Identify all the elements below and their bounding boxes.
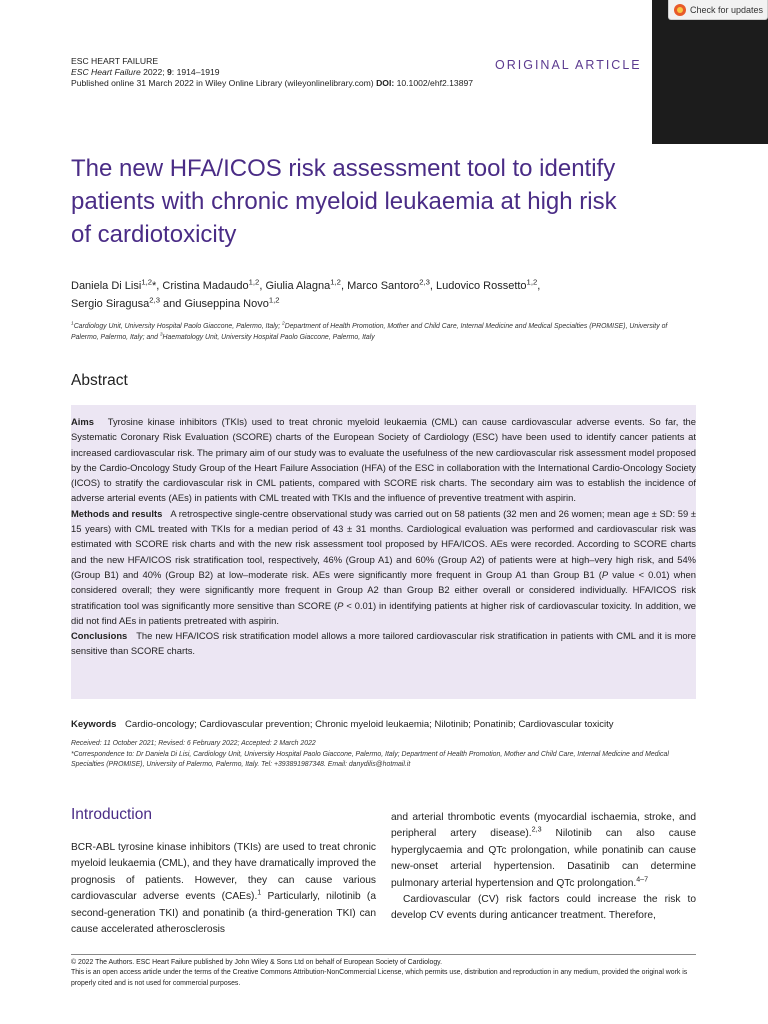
- corner-dark-tab: [652, 0, 768, 144]
- footer: [71, 958, 696, 989]
- abstract-methods: Methods and results A retrospective single-centre observational study was carried out on 58 patients (32 men and 26 women; mean age ± SD: 59 ± 15 years) with CML treated with TKIs for a median period of 43 ± 31 months. Cardiological evaluation was performed and cardiovascular risk was estimated with SCORE risk charts and with the new risk assessment tool proposed by HFA/ICOS. AEs were recorded. According to SCORE charts and the new HFA/ICOS risk stratification tool, respectively, 46% (Group A1) and 60% (Group A2) of patients were at high–very high risk, and 54% (Group B1) and 40% (Group B2) at low–moderate risk. AEs were significantly more frequent in Group A1 than Group B1 (P value < 0.01) when considered overall; they were significantly more frequent in Group A2 than Group B2 either overall or considered individually. HFA/ICOS risk stratification tool was significantly more sensitive than SCORE (P < 0.01) in identifying patients at higher risk of cardiovascular toxicity. In addition, we did not find AEs in patients pretreated with aspirin.: [71, 507, 696, 626]
- citation-line: ESC Heart Failure 2022; 9: 1914–1919: [71, 67, 220, 77]
- article-dates: [71, 739, 696, 771]
- journal-name: ESC HEART FAILURE: [71, 56, 159, 66]
- abstract-conclusions: Conclusions The new HFA/ICOS risk stratification model allows a more tailored cardiovascular risk stratification in patients with CML and it is more sensitive than SCORE charts.: [71, 630, 696, 657]
- author-name[interactable]: Giulia Alagna: [265, 280, 331, 292]
- author-name[interactable]: Cristina Madaudo: [162, 280, 249, 292]
- abstract-aims: Aims Tyrosine kinase inhibitors (TKIs) used to treat chronic myeloid leukaemia (CML) can cause cardiovascular adverse events. So far, the Systematic Coronary Risk Evaluation (SCORE) charts of the European Society of Cardiology (ESC) have been used to identify cancer patients at increased cardiovascular risk. The primary aim of our study was to evaluate the usefulness of the new cardiovascular risk assessment model proposed by the Cardio-Oncology Study Group of the Heart Failure Association (HFA) of the ESC in collaboration with the International Cardio-Oncology Society (ICOS) to stratify the cardiovascular risk in CML patients, compared with SCORE risk charts. The secondary aim was to establish the incidence of adverse arterial events (AEs) in patients with CML treated with TKIs and the influence of preventive treatment with aspirin.: [71, 416, 696, 504]
- affiliations: $^1$Cardiology Unit, University Hospital Paolo Giaccone, Palermo, Italy; $^2$Department of Health Promotion, Mother and Child Care, Internal Medicine and Medical Specialties (PROMISE), University of Palermo, Palermo, Italy; and $^3$Haematology Unit, University Hospital Paolo Giaccone, Palermo, Italy: [71, 321, 668, 341]
- check-for-updates-label: Check for updates: [690, 4, 764, 15]
- author-name[interactable]: Daniela Di Lisi: [71, 280, 142, 292]
- footer-divider: [71, 954, 696, 955]
- journal-header: [71, 56, 473, 89]
- doi-link[interactable]: 10.1002/ehf2.13897: [394, 78, 474, 88]
- license: This is an open access article under the terms of the Creative Commons Attribution-NonCommercial License, which permits use, distribution and reproduction in any medium, provided the original work is properly cited and is not used for commercial purposes.: [71, 969, 688, 987]
- abstract-body: [71, 414, 696, 659]
- keywords: Keywords Cardio-oncology; Cardiovascular prevention; Chronic myeloid leukaemia; Nilotinib; Ponatinib; Cardiovascular toxicity: [71, 719, 614, 730]
- article-type-label: ORIGINAL ARTICLE: [495, 58, 642, 72]
- crossmark-icon: [674, 4, 686, 16]
- published-line: Published online 31 March 2022 in Wiley Online Library (wileyonlinelibrary.com) DOI: 10.1002/ehf2.13897: [71, 78, 474, 88]
- author-list: Daniela Di Lisi$^{1,2}$*, Cristina Madaudo$^{1,2}$, Giulia Alagna$^{1,2}$, Marco Santoro$^{2,3}$, Ludovico Rossetto$^{1,2}$, Sergio Siragusa$^{2,3}$ and Giuseppina Novo$^{1,2}$: [71, 277, 541, 310]
- body-paragraph: Cardiovascular (CV) risk factors could increase the risk to develop CV events during anticancer treatment. Therefore,: [391, 894, 696, 922]
- abstract-heading: Abstract: [71, 372, 128, 389]
- article-title: The new HFA/ICOS risk assessment tool to identify patients with chronic myeloid leukaemia at high risk of cardiotoxicity: [71, 155, 617, 248]
- copyright: © 2022 The Authors. ESC Heart Failure published by John Wiley & Sons Ltd on behalf of European Society of Cardiology.: [71, 959, 443, 966]
- author-name[interactable]: Ludovico Rossetto: [436, 280, 527, 292]
- introduction-heading: Introduction: [71, 806, 152, 823]
- author-name[interactable]: Marco Santoro: [347, 280, 420, 292]
- received-dates: Received: 11 October 2021; Revised: 6 February 2022; Accepted: 2 March 2022: [71, 740, 316, 747]
- body-column-right: and arterial thrombotic events (myocardial ischaemia, stroke, and peripheral artery disease).$^{2,3}$ Nilotinib can also cause hyperglycaemia and QTc prolongation, while ponatinib can cause new-onset arterial hypertension. Dasatinib can determine pulmonary arterial hypertension and QTc prolongation.$^{4-7}$ Cardiovascular (CV) risk factors could increase the risk to develop CV events during anticancer treatment. Therefore,: [391, 810, 696, 925]
- correspondence: *Correspondence to: Dr Daniela Di Lisi, Cardiology Unit, University Hospital Paolo Giaccone, Palermo, Italy; Department of Health Promotion, Mother and Child Care, Internal Medicine and Medical Specialties (PROMISE), University of Palermo, Palermo, Italy. Tel: +393891987348. Email: danydilis@hotmail.it: [71, 750, 669, 768]
- body-column-left: BCR-ABL tyrosine kinase inhibitors (TKIs) are used to treat chronic myeloid leukaemia (CML), and they have dramatically improved the prognosis of patients. However, they can cause various cardiovascular adverse events (CAEs).$^1$ Particularly, nilotinib (a second-generation TKI) and ponatinib (a third-generation TKI) can cause accelerated atherosclerosis: [71, 842, 376, 936]
- author-name[interactable]: Sergio Siragusa: [71, 298, 150, 310]
- check-for-updates-button[interactable]: [668, 0, 768, 20]
- author-name[interactable]: Giuseppina Novo: [184, 298, 269, 310]
